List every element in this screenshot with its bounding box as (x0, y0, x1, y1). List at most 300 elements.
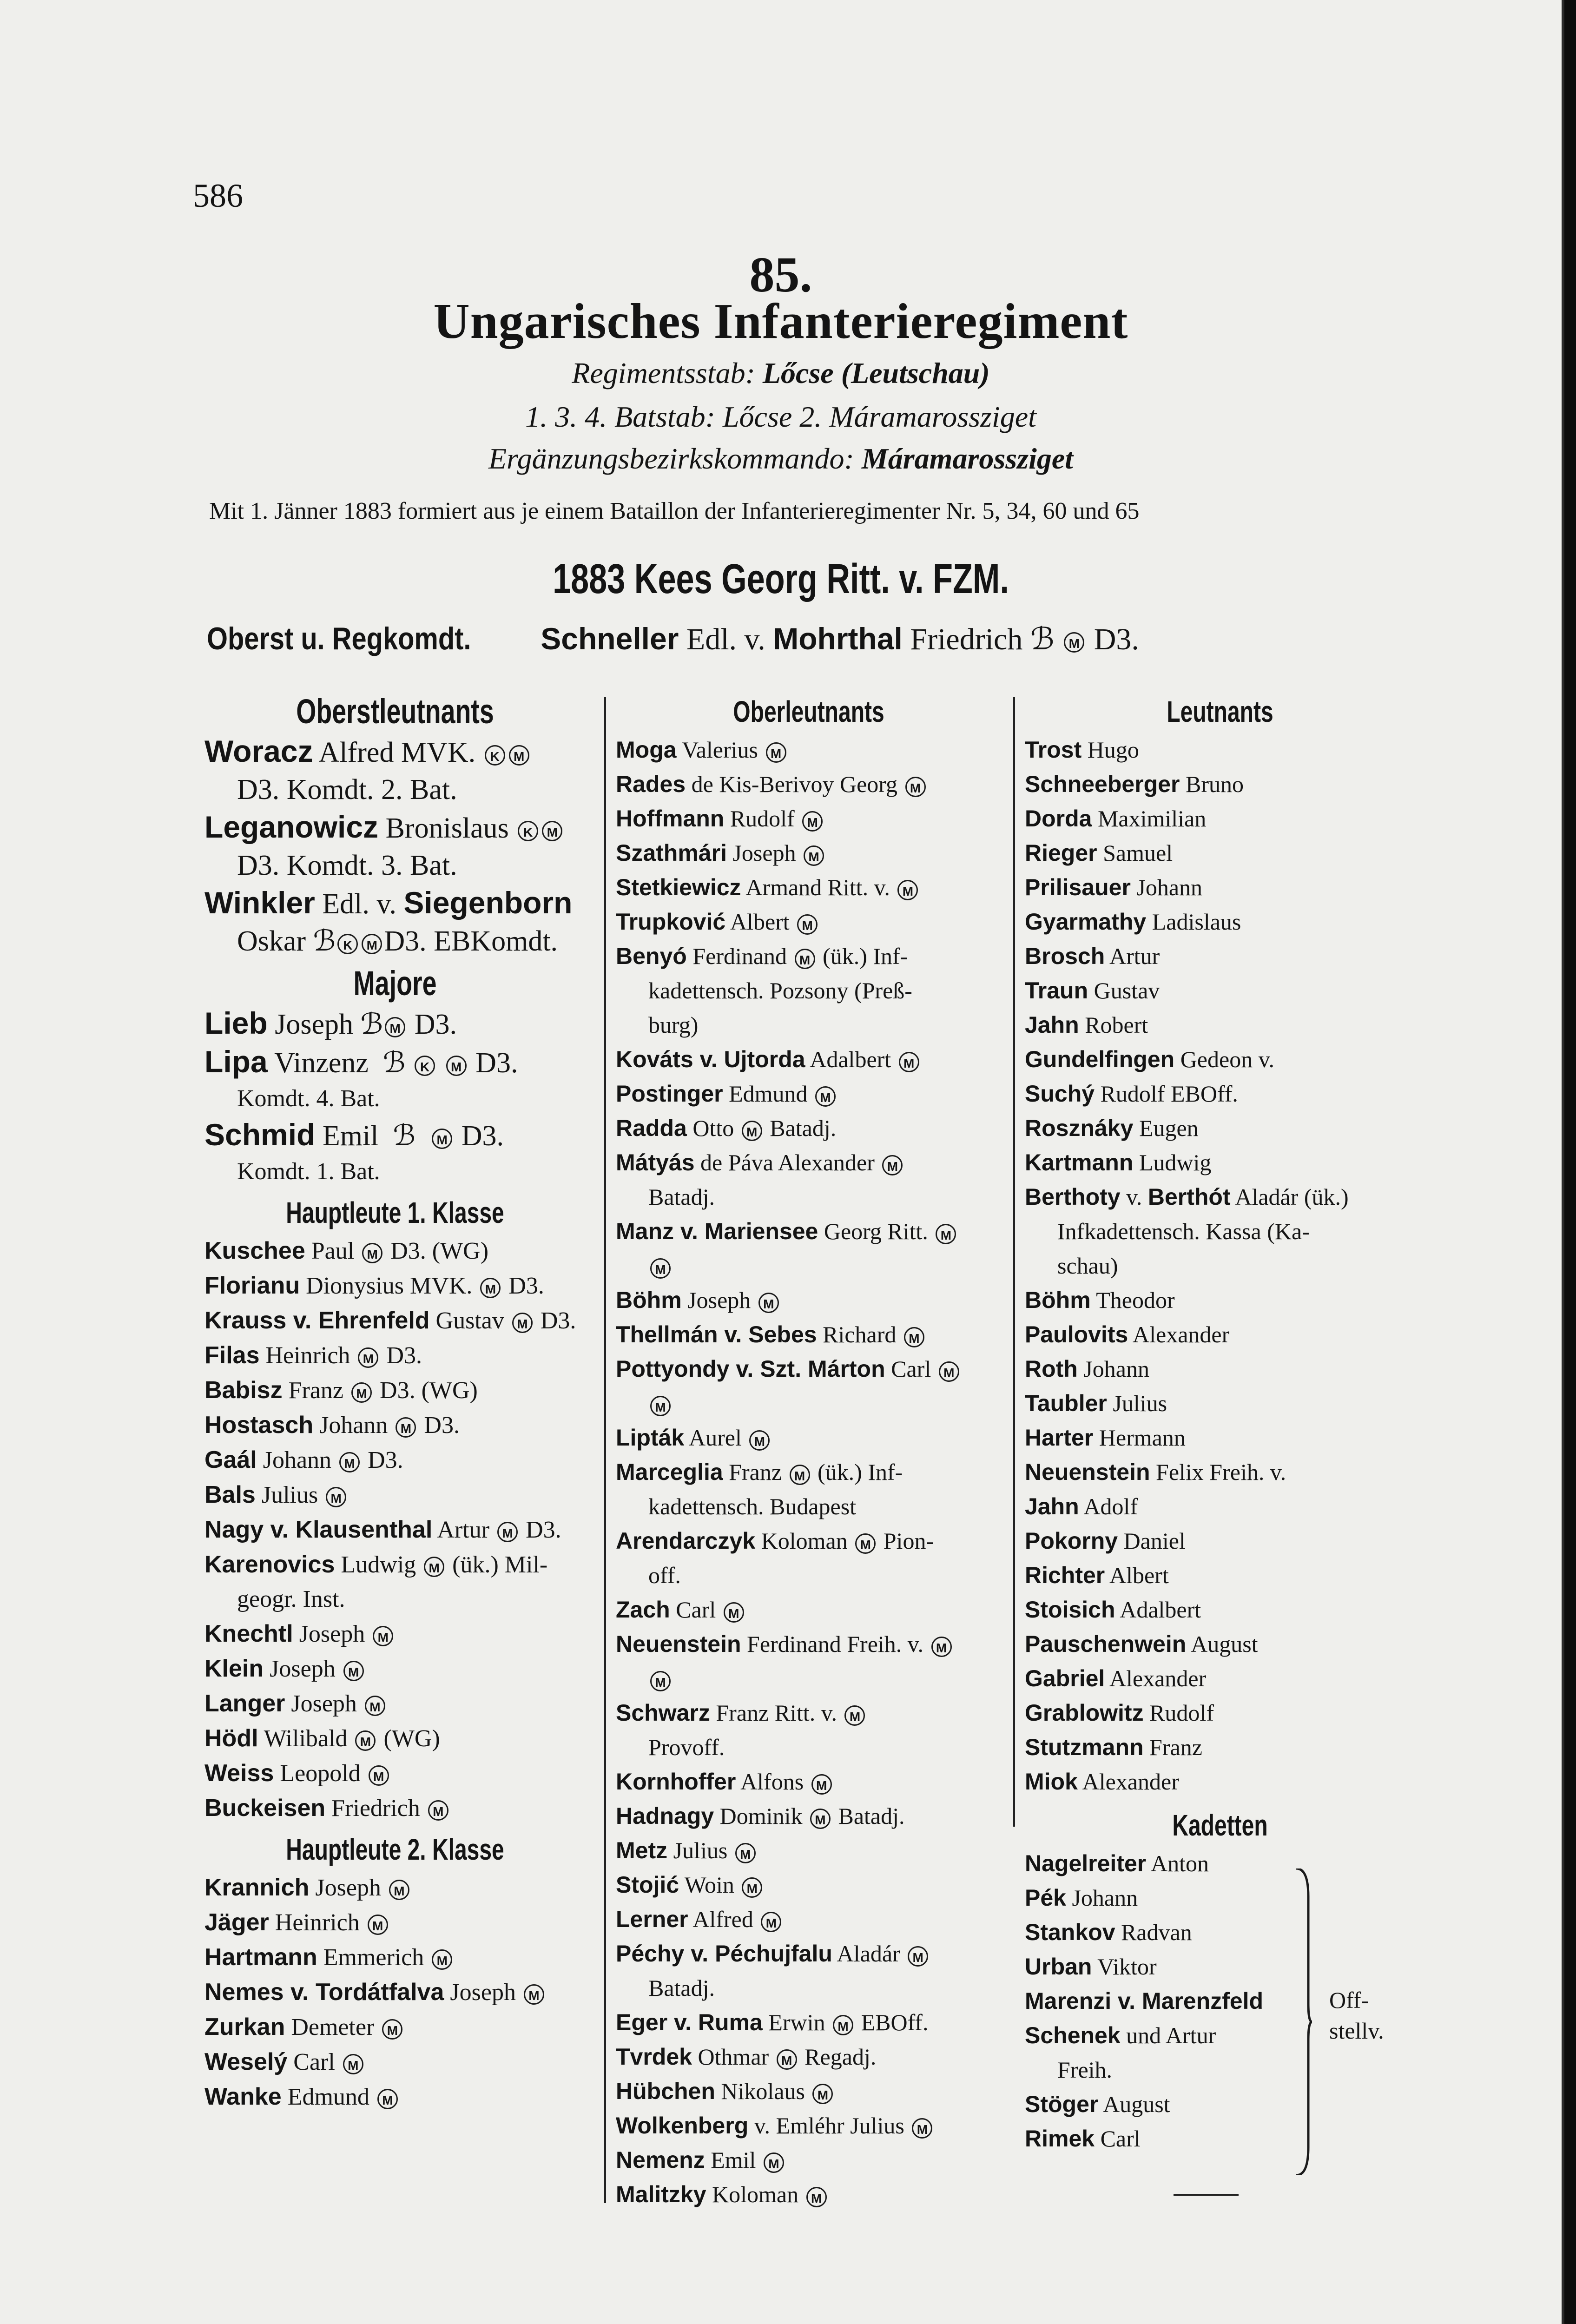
entry-rest: Hugo (1087, 737, 1139, 763)
m-badge-icon: M (432, 1949, 452, 1970)
medal-icon: ℬ (1030, 622, 1055, 656)
list-item (616, 1868, 1002, 1902)
entry-rest: Joseph (291, 1690, 357, 1717)
entry-rest: Carl (293, 2049, 335, 2075)
entry-rest: Erwin (768, 2009, 825, 2035)
entry-rest: Eugen (1139, 1115, 1199, 1141)
entry-name: Moga (616, 737, 677, 763)
entry-name: Florianu (204, 1272, 300, 1299)
entry-rest: Maximilian (1097, 805, 1207, 832)
m-badge-icon: M (351, 1382, 372, 1403)
entry-name: Wolkenberg (616, 2113, 749, 2139)
end-rule (1174, 2194, 1239, 2196)
list-item (616, 836, 1002, 870)
list-item (1025, 1111, 1415, 1145)
entry-name: Trupković (616, 909, 726, 935)
entry-rest: Alexander (1133, 1321, 1230, 1347)
ergaenzung-line (0, 442, 1562, 476)
list-item (616, 1730, 1002, 1764)
list-item (204, 1338, 586, 1373)
entry-rest: Richard (823, 1321, 897, 1347)
entry-rest: Ludwig (1139, 1149, 1212, 1175)
oberst-given: Friedrich (910, 622, 1023, 656)
m-badge-icon: M (368, 1915, 388, 1935)
entry-name: Schenek (1025, 2022, 1121, 2048)
m-badge-icon: M (912, 2118, 932, 2139)
list-item (616, 1420, 1002, 1455)
entry-name: Dorda (1025, 805, 1092, 832)
m-badge-icon: M (480, 1278, 501, 1298)
entry-name: Metz (616, 1837, 668, 1863)
list-item (1025, 2121, 1415, 2156)
entry-rest: Theodor (1096, 1287, 1175, 1313)
entry-rest: Artur (437, 1517, 490, 1543)
entry-name: Jäger (204, 1909, 269, 1936)
list-item (616, 2074, 1002, 2108)
list-item (1025, 1881, 1415, 1915)
m-badge-icon: M (812, 2084, 833, 2104)
list-item (616, 1248, 1002, 1283)
m-badge-icon: M (424, 1557, 444, 1577)
brace-icon (1294, 1868, 1313, 2175)
entry-name: Stoisich (1025, 1597, 1115, 1623)
list-item (616, 2143, 1002, 2177)
entry-rest: Adolf (1083, 1493, 1138, 1519)
column-oberleutnants (616, 688, 1002, 2212)
entry-name: Nemes v. Tordátfalva (204, 1979, 444, 2006)
entry-rest: Radvan (1121, 1919, 1192, 1945)
offstellv-a: Off- (1329, 1987, 1369, 2013)
entry-name: Neuenstein (616, 1631, 741, 1657)
entry-name: Böhm (616, 1287, 682, 1313)
list-item (616, 1283, 1002, 1317)
entry-name: Urban (1025, 1954, 1092, 1980)
list-item (616, 1180, 1002, 1214)
m-badge-icon: M (766, 742, 786, 763)
m-badge-icon: M (815, 1086, 836, 1107)
list-item (1025, 870, 1415, 905)
entry-rest: Ferdinand (692, 943, 787, 969)
hauptleute-2-list (204, 1870, 586, 2114)
m-badge-icon: M (389, 1880, 409, 1900)
entry-name: Berthoty (1025, 1184, 1121, 1210)
m-badge-icon: M (365, 1696, 385, 1716)
entry-name: Kartmann (1025, 1149, 1134, 1175)
heading-oberstleutnants: Oberstleutnants (296, 692, 494, 731)
entry-rest: Alexander (1109, 1665, 1207, 1691)
m-badge-icon: M (362, 934, 382, 954)
m-badge-icon: M (804, 845, 824, 866)
entry-rest: Edmund (287, 2084, 369, 2110)
entry-rest: de Kis-Berivoy Georg (691, 771, 898, 797)
list-item (616, 1592, 1002, 1627)
list-item (1025, 767, 1415, 801)
list-item (1025, 1661, 1415, 1696)
entry-continuation: Batadj. (648, 1975, 715, 2001)
entry-rest: Viktor (1097, 1954, 1157, 1980)
entry-rest: Joseph (270, 1656, 336, 1682)
entry-name: Stutzmann (1025, 1734, 1144, 1760)
list-item (1025, 905, 1415, 939)
entry-rest: Joseph (299, 1621, 365, 1647)
entry-name: Roth (1025, 1356, 1078, 1382)
list-item (204, 1234, 586, 1268)
entry-name: Arendarczyk (616, 1528, 756, 1554)
entry-rest: Aladár (837, 1941, 900, 1967)
list-item (1025, 1386, 1415, 1420)
m-badge-icon: M (542, 821, 562, 841)
list-item (1025, 1949, 1415, 1984)
list-item (616, 1111, 1002, 1145)
erg-label: Ergänzungsbezirkskommando: (488, 442, 854, 475)
m-badge-icon: M (432, 1129, 452, 1149)
oberst-line (207, 621, 1139, 657)
entry-tail: D3. (508, 1273, 544, 1299)
entry-rest: Heinrich (265, 1342, 350, 1369)
entry-rest: Carl (891, 1356, 931, 1382)
entry-rest: Woin (684, 1872, 734, 1898)
entry-name: Knechtl (204, 1620, 293, 1647)
entry-name: Kuschee (204, 1237, 305, 1264)
list-item (1025, 1915, 1415, 1949)
entry-name: Zurkan (204, 2014, 285, 2040)
entry-rest: Rudolf (730, 805, 795, 832)
list-item (1025, 801, 1415, 836)
medal-icon: ℬ (313, 925, 336, 957)
list-item: Komdt. 1. Bat. (237, 1158, 380, 1185)
list-item (616, 905, 1002, 939)
entry-name: Nagelreiter (1025, 1850, 1147, 1876)
entry-continuation: Freih. (1057, 2057, 1113, 2083)
list-item (204, 2010, 586, 2045)
entry-name: Rosznáky (1025, 1115, 1134, 1141)
entry-continuation: Infkadettensch. Kassa (Ka- (1057, 1218, 1310, 1244)
m-badge-icon: M (833, 2015, 853, 2035)
list-item (616, 1042, 1002, 1076)
entry-rest: Albert (1109, 1562, 1169, 1588)
list-item (204, 1940, 586, 1975)
entry-rest: Aladár (ük.) (1235, 1184, 1349, 1210)
m-badge-icon: M (802, 811, 823, 832)
entry-name: Stojić (616, 1872, 679, 1898)
list-item (204, 1905, 586, 1940)
list-item: D3. Komdt. 2. Bat. (237, 774, 457, 805)
k-badge-icon: K (485, 745, 505, 766)
entry-rest: Johann (1136, 874, 1203, 900)
list-item (616, 1145, 1002, 1180)
offstellv-b: stellv. (1329, 2018, 1384, 2044)
m-badge-icon: M (931, 1637, 952, 1657)
m-badge-icon: M (650, 1258, 671, 1279)
list-item (616, 1764, 1002, 1799)
list-item (1025, 939, 1415, 973)
entry-name: Schneeberger (1025, 771, 1180, 797)
entry-name: Manz v. Mariensee (616, 1218, 818, 1244)
m-badge-icon: M (428, 1800, 448, 1821)
list-item (1025, 1283, 1415, 1317)
list-item (1025, 1180, 1415, 1214)
heading-majore: Majore (353, 964, 437, 1003)
entry-name: Filas (204, 1342, 260, 1369)
m-badge-icon: M (790, 1465, 810, 1485)
list-item (1025, 1846, 1415, 1881)
heading-hauptleute-2: Hauptleute 2. Klasse (286, 1833, 504, 1866)
entry-name: Klein (204, 1655, 264, 1682)
entry-rest: Georg Ritt. (824, 1218, 928, 1244)
entry-rest: Daniel (1123, 1528, 1186, 1554)
list-item: Winkler Edl. v. Siegenborn (204, 885, 573, 920)
entry-name: Lipták (616, 1425, 685, 1451)
list-item (204, 1791, 586, 1826)
entry-name: Jahn (1025, 1493, 1079, 1519)
entry-rest: v. Emléhr Julius (754, 2113, 904, 2139)
entry-rest: Nikolaus (721, 2078, 805, 2104)
m-badge-icon: M (446, 1056, 467, 1076)
list-item (1025, 973, 1415, 1008)
list-item (1025, 2053, 1415, 2087)
list-item (204, 1756, 586, 1791)
entry-rest: Demeter (291, 2014, 375, 2040)
entry-name: Kornhoffer (616, 1769, 736, 1795)
oberst-tail: D3. (1094, 622, 1139, 656)
list-item (616, 733, 1002, 767)
m-badge-icon: M (749, 1430, 770, 1451)
entry-rest: Joseph (732, 840, 796, 866)
entry-name: Karenovics (204, 1551, 335, 1578)
m-badge-icon: M (777, 2049, 797, 2070)
oberst-label: Oberst u. Regkomdt. (207, 621, 471, 656)
m-badge-icon: M (810, 1809, 831, 1829)
entry-rest: Friedrich (331, 1795, 420, 1822)
entry-continuation: kadettensch. Pozsony (Preß- (648, 977, 912, 1004)
m-badge-icon: M (373, 1626, 393, 1646)
entry-name: Thellmán v. Sebes (616, 1321, 817, 1347)
list-item (1025, 1214, 1415, 1248)
m-badge-icon: M (742, 1121, 762, 1141)
entry-rest: Artur (1165, 2022, 1216, 2048)
oberleutnants-list (616, 733, 1002, 2212)
list-item (616, 1317, 1002, 1352)
m-badge-icon: M (797, 914, 818, 935)
m-badge-icon: M (396, 1417, 416, 1438)
entry-rest: Joseph (687, 1287, 751, 1313)
list-item: Woracz Alfred MVK. K M (204, 733, 586, 771)
regimentsstab-line (0, 356, 1562, 390)
list-item (1025, 1317, 1415, 1352)
entry-name: Lerner (616, 1906, 688, 1932)
entry-tail: (WG) (383, 1725, 440, 1752)
heading-hauptleute-1: Hauptleute 1. Klasse (286, 1196, 504, 1229)
entry-tail: D3. (WG) (390, 1238, 489, 1264)
m-badge-icon: M (343, 2054, 363, 2074)
entry-name: Malitzky (616, 2181, 706, 2207)
list-item (1025, 1592, 1415, 1627)
entry-rest: Franz (288, 1377, 344, 1404)
entry-rest: Rudolf EBOff. (1100, 1081, 1238, 1107)
list-item (616, 1524, 1002, 1558)
list-item (204, 1303, 586, 1338)
heading-leutnants: Leutnants (1167, 695, 1273, 728)
entry-name: Berthót (1147, 1184, 1231, 1210)
list-item (1025, 1558, 1415, 1592)
medal-icon: ℬ (382, 1047, 406, 1079)
entry-name: Weselý (204, 2048, 288, 2075)
entry-name: Gaál (204, 1446, 257, 1473)
m-badge-icon: M (343, 1661, 364, 1681)
entry-tail: D3. (WG) (380, 1377, 478, 1404)
entry-name: Traun (1025, 977, 1088, 1004)
page-number: 586 (193, 177, 243, 214)
list-item (616, 2005, 1002, 2040)
entry-rest: Franz (1149, 1734, 1202, 1760)
formation-note: Mit 1. Jänner 1883 formiert aus je einem Bataillon der Infanterieregimenter Nr. 5, 34, 60 und 65 (209, 498, 1140, 524)
entry-tail: Batadj. (838, 1803, 905, 1829)
entry-rest: Felix Freih. v. (1156, 1459, 1286, 1485)
list-item (1025, 1042, 1415, 1076)
entry-tail: D3. (368, 1447, 403, 1473)
entry-rest: Joseph (450, 1979, 516, 2006)
entry-name: Hödl (204, 1725, 258, 1752)
k-badge-icon: K (337, 934, 358, 954)
medal-icon: ℬ (393, 1120, 416, 1152)
list-item (204, 1870, 586, 1905)
m-badge-icon: M (897, 880, 918, 900)
entry-name: Kováts v. Ujtorda (616, 1046, 805, 1072)
erg-value: Máramarossziget (861, 442, 1074, 475)
entry-rest: Johann (319, 1412, 388, 1439)
list-item: Lipa Vinzenz ℬ K M D3. (204, 1044, 518, 1079)
entry-name: Hartmann (204, 1944, 317, 1971)
entry-tail: D3. (424, 1412, 460, 1439)
list-item (616, 1489, 1002, 1524)
list-item (1025, 836, 1415, 870)
entry-name: Szathmári (616, 840, 727, 866)
list-item: Komdt. 4. Bat. (237, 1085, 380, 1112)
hauptleute-1-list (204, 1234, 586, 1826)
m-badge-icon: M (882, 1155, 903, 1175)
entry-rest: Carl (676, 1597, 716, 1623)
list-item (204, 1975, 586, 2010)
entry-rest: Franz (729, 1459, 782, 1485)
entry-tail: D3. (540, 1307, 576, 1334)
entry-rest: Hermann (1099, 1425, 1186, 1451)
entry-rest: Armand Ritt. v. (745, 874, 890, 900)
list-item (616, 1352, 1002, 1386)
entry-continuation: off. (648, 1562, 681, 1588)
entry-rest: Artur (1109, 943, 1160, 969)
regiment-number: 85. (749, 247, 812, 303)
entry-name: Nemenz (616, 2147, 705, 2173)
heading-kadetten: Kadetten (1172, 1809, 1268, 1842)
entry-rest: Otto (692, 1115, 734, 1141)
list-item (1025, 1420, 1415, 1455)
entry-name: Böhm (1025, 1287, 1091, 1313)
entry-name: Hadnagy (616, 1803, 714, 1829)
entry-tail: D3. (386, 1342, 422, 1369)
entry-rest: Alfred (692, 1906, 753, 1932)
entry-tail: Regadj. (804, 2044, 877, 2070)
entry-name: Wanke (204, 2083, 282, 2110)
entry-rest: Julius (673, 1837, 728, 1863)
list-item (616, 1936, 1002, 1971)
entry-name: Marenzi v. Marenzfeld (1025, 1988, 1264, 2014)
entry-name: Suchý (1025, 1081, 1095, 1107)
entry-continuation: burg) (648, 1012, 699, 1038)
entry-name: Krauss v. Ehrenfeld (204, 1307, 430, 1334)
entry-rest: Adalbert (1120, 1597, 1201, 1623)
entry-rest: Johann (1083, 1356, 1149, 1382)
entry-name: Rieger (1025, 840, 1097, 866)
list-item (616, 1076, 1002, 1111)
entry-rest: Dominik (719, 1803, 803, 1829)
entry-name: Radda (616, 1115, 687, 1141)
m-badge-icon: M (855, 1533, 876, 1554)
m-badge-icon: M (899, 1052, 919, 1072)
entry-name: Stankov (1025, 1919, 1115, 1945)
entry-name: Brosch (1025, 943, 1105, 969)
entry-rest: Adalbert (810, 1046, 891, 1072)
entry-rest: Alexander (1082, 1769, 1179, 1795)
entry-name: Prilisauer (1025, 874, 1131, 900)
entry-tail: (ük.) Inf- (818, 1459, 903, 1485)
list-item (1025, 1455, 1415, 1489)
stab-label: Regimentsstab: (572, 357, 755, 390)
column-divider (604, 697, 606, 2203)
entry-rest: Anton (1150, 1850, 1209, 1876)
entry-name: Hoffmann (616, 805, 725, 832)
entry-name: Stöger (1025, 2091, 1099, 2117)
entry-rest: Franz Ritt. v. (716, 1700, 837, 1726)
entry-name: Marceglia (616, 1459, 723, 1485)
entry-rest: Julius (1113, 1390, 1167, 1416)
list-item (1025, 1696, 1415, 1730)
entry-name: Gabriel (1025, 1665, 1105, 1691)
list-item (616, 1971, 1002, 2005)
entry-rest: Gustav (435, 1307, 504, 1334)
entry-tail: (ük.) Mil- (452, 1552, 548, 1578)
m-badge-icon: M (904, 1327, 924, 1347)
stab-value: Lőcse (Leutschau) (762, 357, 990, 390)
entry-rest: Alfons (740, 1769, 804, 1795)
oberst-surname: Schneller (541, 621, 679, 656)
entry-name: Zach (616, 1597, 670, 1623)
list-item (616, 939, 1002, 973)
entry-name: Paulovits (1025, 1321, 1128, 1347)
entry-tail: Batadj. (770, 1115, 837, 1141)
oberst-prefix: Edl. v. (686, 622, 765, 656)
merit-cross-icon: M (1064, 632, 1084, 653)
list-item (1025, 1145, 1415, 1180)
list-item (204, 1408, 586, 1443)
m-badge-icon: M (905, 777, 926, 797)
entry-rest: Koloman (712, 2181, 799, 2207)
entry-continuation: Batadj. (648, 1184, 715, 1210)
list-item (204, 1478, 586, 1512)
list-item (1025, 2087, 1415, 2121)
entry-continuation: kadettensch. Budapest (648, 1493, 857, 1519)
entry-rest: Edmund (729, 1081, 808, 1107)
inhaber-line: 1883 Kees Georg Ritt. v. FZM. (553, 556, 1009, 602)
list-item (1025, 733, 1415, 767)
entry-name: Harter (1025, 1425, 1094, 1451)
entry-name: Krannich (204, 1874, 310, 1901)
list-item (204, 1721, 586, 1756)
list-item (616, 1902, 1002, 1936)
entry-tail: D3. (526, 1517, 561, 1543)
entry-name: Péchy v. Péchujfalu (616, 1941, 832, 1967)
list-item (1025, 1627, 1415, 1661)
entry-rest: Robert (1085, 1012, 1148, 1038)
